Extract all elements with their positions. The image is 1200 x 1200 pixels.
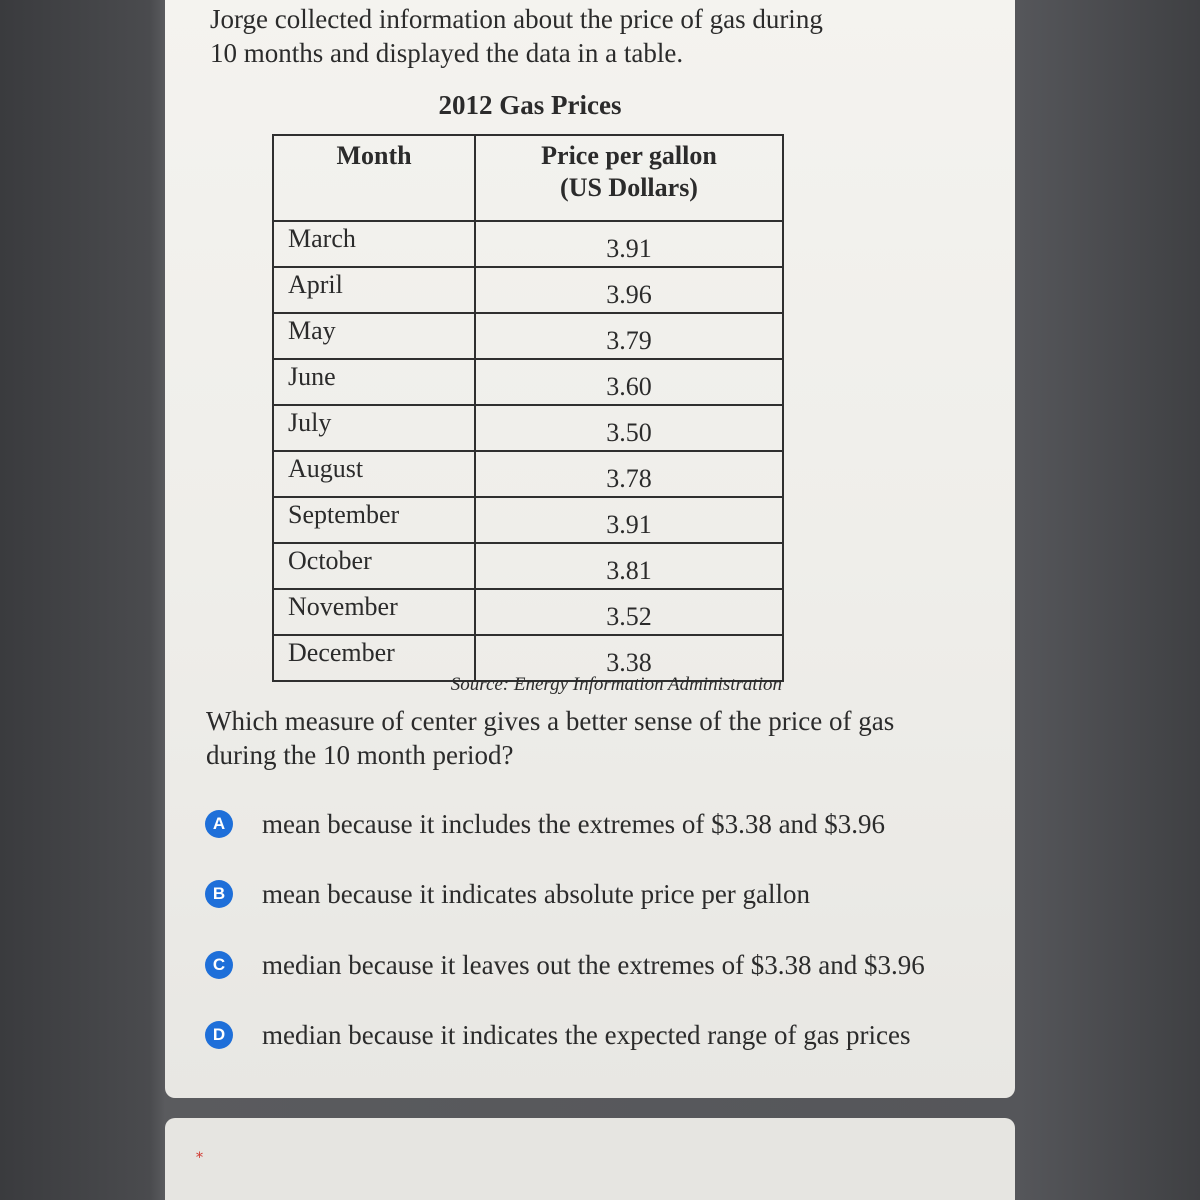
table-row [273,405,783,451]
cell-price: 3.38 [475,635,783,681]
cell-month: July [273,405,475,451]
question-line-1: Which measure of center gives a better sense of the price of gas [206,706,895,736]
choice-d-letter-badge[interactable]: D [205,1021,233,1049]
choice-a-text[interactable]: mean because it includes the extremes of $3.38 and $3.96 [262,809,886,839]
cell-price: 3.78 [475,451,783,497]
cell-price: 3.91 [475,221,783,267]
table-title: 2012 Gas Prices [438,90,622,120]
choice-c[interactable] [205,945,1005,985]
table-row [273,589,783,635]
required-marker: * [196,1150,203,1166]
question-prompt [206,704,986,772]
table-source: Source: Energy Information Administration [450,674,782,695]
choice-a[interactable] [205,804,1005,844]
table-row [273,221,783,267]
table-row [273,497,783,543]
cell-month: November [273,589,475,635]
table-row [273,313,783,359]
cell-price: 3.50 [475,405,783,451]
table-row [273,359,783,405]
cell-price: 3.60 [475,359,783,405]
choice-d-text[interactable]: median because it indicates the expected range of gas prices [262,1020,911,1050]
cell-month: October [273,543,475,589]
cell-price: 3.81 [475,543,783,589]
answer-card[interactable] [165,1118,1015,1200]
header-price-line-2: (US Dollars) [560,173,698,202]
question-line-2: during the 10 month period? [206,740,514,770]
choice-d[interactable] [205,1015,1005,1055]
cell-price: 3.96 [475,267,783,313]
cell-month: September [273,497,475,543]
cell-month: April [273,267,475,313]
cell-price: 3.91 [475,497,783,543]
choice-b-text[interactable]: mean because it indicates absolute price per gallon [262,879,811,909]
cell-month: March [273,221,475,267]
table-header-row [273,135,783,221]
header-month: Month [273,135,475,221]
table-row [273,543,783,589]
header-price [475,135,783,221]
choice-b[interactable] [205,874,1005,914]
cell-month: August [273,451,475,497]
table-row [273,451,783,497]
table-row [273,267,783,313]
intro-line-1: Jorge collected information about the price of gas during [210,4,823,34]
intro-line-2: 10 months and displayed the data in a table. [210,38,684,68]
choice-a-letter-badge[interactable]: A [205,810,233,838]
cell-price: 3.79 [475,313,783,359]
choice-c-text[interactable]: median because it leaves out the extremes of $3.38 and $3.96 [262,950,925,980]
cell-month: June [273,359,475,405]
gas-prices-table [272,134,784,682]
cell-price: 3.52 [475,589,783,635]
header-price-line-1: Price per gallon [541,141,717,170]
cell-month: May [273,313,475,359]
cell-month: December [273,635,475,681]
choice-c-letter-badge[interactable]: C [205,951,233,979]
choice-b-letter-badge[interactable]: B [205,880,233,908]
question-intro [210,2,930,70]
